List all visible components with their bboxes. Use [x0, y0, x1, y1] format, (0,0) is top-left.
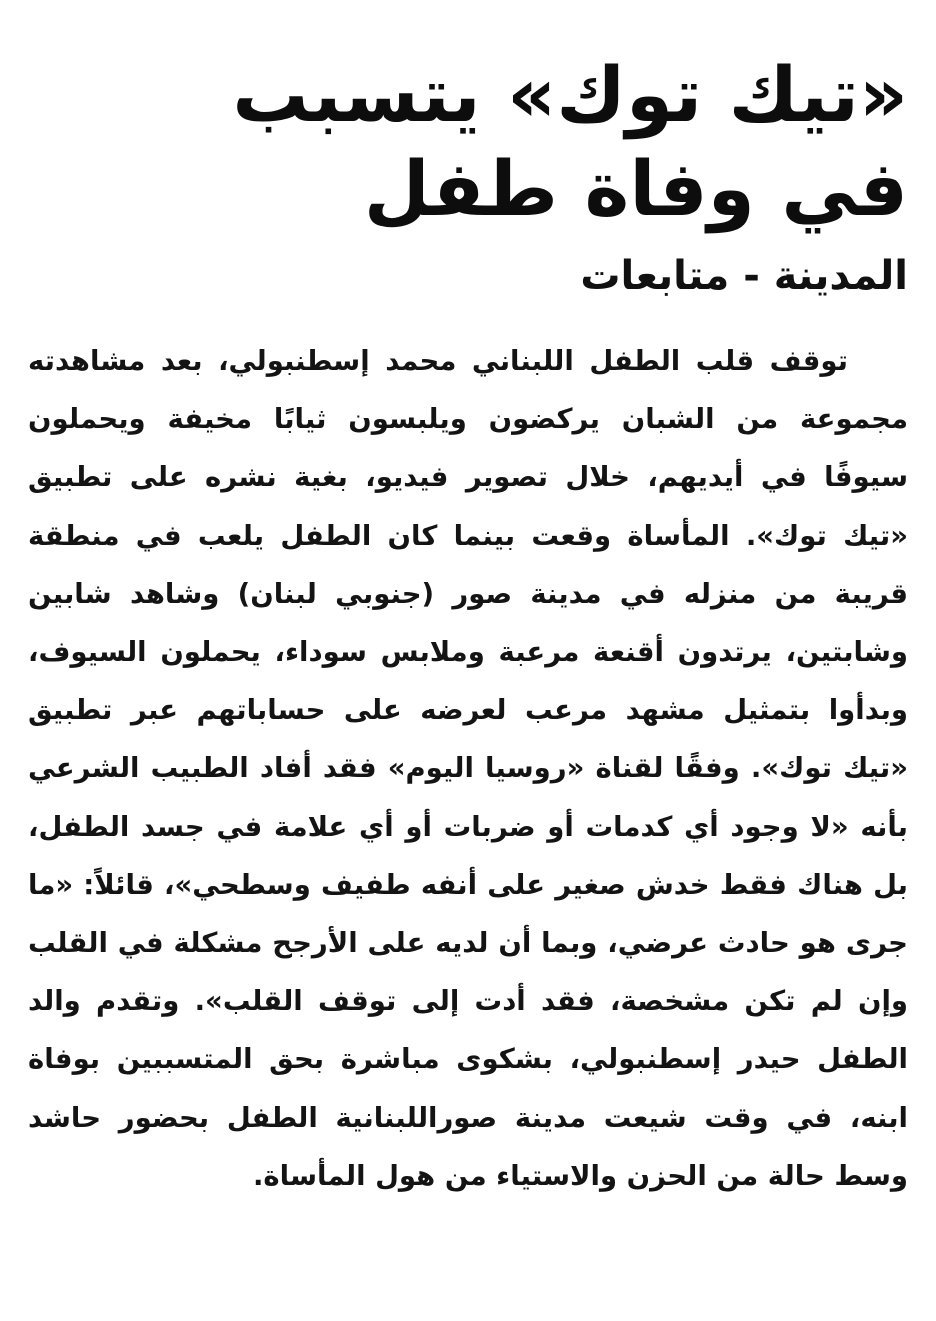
article-byline: المدينة - متابعات — [580, 253, 908, 299]
article-body: توقف قلب الطفل اللبناني محمد إسطنبولي، بعد مشاهدته مجموعة من الشبان يركضون ويلبسون ثيابًا مخيفة ويحملون سيوفًا في أيديهم، خلال تصوير فيديو، بغية نشره على تطبيق «تيك توك». المأساة وقعت بينما كان الطفل يلعب في منطقة قريبة من منزله في مدينة صور (جنوبي لبنان) وشاهد شابين وشابتين، يرتدون أقنعة مرعبة وملابس سوداء، يحملون السيوف، وبدأوا بتمثيل مشهد مرعب لعرضه على حساباتهم عبر تطبيق «تيك توك». وفقًا لقناة «روسيا اليوم» فقد أفاد الطبيب الشرعي بأنه «لا وجود أي كدمات أو ضربات أو أي علامة في جسد الطفل، بل هناك فقط خدش صغير على أنفه طفيف وسطحي»، قائلاً: «ما جرى هو حادث عرضي، وبما أن لديه على الأرجح مشكلة في القلب وإن لم تكن مشخصة، فقد أدت إلى توقف القلب». وتقدم والد الطفل حيدر إسطنبولي، بشكوى مباشرة بحق المتسببين بوفاة ابنه، في وقت شيعت مدينة صوراللبنانية الطفل بحضور حاشد وسط حالة من الحزن والاستياء من هول المأساة. — [28, 345, 908, 1192]
headline-line-2: في وفاة طفل — [363, 144, 908, 233]
headline-line-1: «تيك توك» يتسبب — [232, 50, 908, 139]
article-headline — [28, 48, 908, 236]
news-article — [28, 48, 908, 1205]
